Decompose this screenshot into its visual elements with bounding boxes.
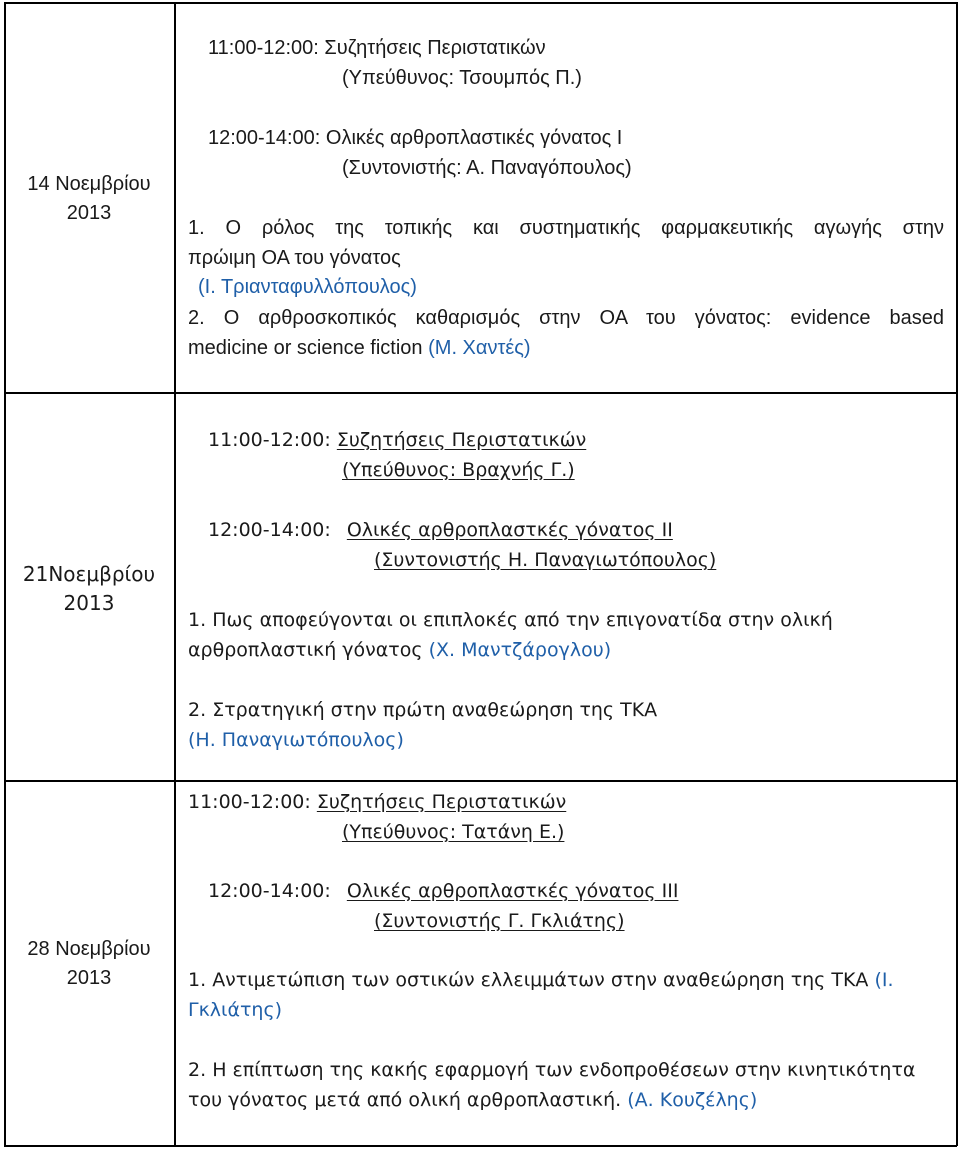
session-title: Ολικές αρθροπλαστκές γόνατος ΙΙΙ <box>346 880 679 902</box>
date-day: 21Νοεμβρίου <box>22 562 156 586</box>
talk-title: Πως αποφεύγονται οι επιπλοκές από την επιγονατίδα στην ολική <box>212 609 833 631</box>
talk-1-speaker-name: Γκλιάτης) <box>188 999 283 1021</box>
talk-2-speaker: (Μ. Χαντές) <box>428 337 531 359</box>
session-coordinator: (Συντονιστής Η. Παναγιωτόπουλος) <box>374 549 717 571</box>
talk-number: 1. <box>188 217 205 239</box>
row-content <box>180 0 950 1145</box>
table-border-right <box>956 2 958 1146</box>
talk-2-speaker: (Η. Παναγιωτόπουλος) <box>188 729 404 751</box>
session-time: 12:00-14:00: <box>208 519 331 541</box>
discussion-title: Συζητήσεις Περιστατικών <box>316 791 567 813</box>
talk-title-cont: medicine or science fiction <box>188 337 423 359</box>
session-line <box>208 877 678 905</box>
talk-number: 2. <box>188 699 207 721</box>
talk-2-line-1 <box>188 1056 915 1084</box>
date-year: 2013 <box>63 591 115 615</box>
discussion-title: Συζητήσεις Περιστατικών <box>324 37 546 59</box>
column-divider <box>174 2 176 1146</box>
date-day: 28 Νοεμβρίου <box>27 938 151 960</box>
talk-number: 1. <box>188 969 207 991</box>
talk-title: Ο αρθροσκοπικός καθαρισμός στην ΟΑ του γόνατος: evidence based <box>223 307 944 329</box>
talk-title: Στρατηγική στην πρώτη αναθεώρηση της ΤΚΑ <box>212 699 658 721</box>
talk-1-speaker: (Χ. Μαντζάρογλου) <box>428 639 612 661</box>
talk-title-cont: του γόνατος μετά από ολική αρθροπλαστική. <box>188 1089 622 1111</box>
talk-number: 1. <box>188 609 207 631</box>
discussion-responsible: (Υπεύθυνος: Τσουμπός Π.) <box>342 67 582 89</box>
talk-number: 2. <box>188 307 205 329</box>
row-date <box>4 560 174 618</box>
talk-title: Η επίπτωση της κακής εφαρμογή των ενδοπροθέσεων στην κινητικότητα <box>212 1059 916 1081</box>
table-border-bottom <box>4 1145 957 1147</box>
discussion-title: Συζητήσεις Περιστατικών <box>336 429 587 451</box>
discussion-line <box>188 788 566 816</box>
talk-number: 2. <box>188 1059 207 1081</box>
discussion-time: 11:00-12:00: <box>188 791 311 813</box>
date-day: 14 Νοεμβρίου <box>27 173 151 195</box>
row-date <box>4 935 174 993</box>
talk-2-speaker: (Α. Κουζέλης) <box>627 1089 758 1111</box>
discussion-responsible: (Υπεύθυνος: Τατάνη Ε.) <box>342 821 565 843</box>
talk-1-line-1 <box>188 966 894 994</box>
session-time: 12:00-14:00: <box>208 127 321 149</box>
date-year: 2013 <box>66 967 112 989</box>
session-time: 12:00-14:00: <box>208 880 331 902</box>
discussion-time: 11:00-12:00: <box>208 37 319 59</box>
talk-1-speaker: (Ι. Τριανταφυλλόπουλος) <box>198 276 417 298</box>
row-date <box>4 170 174 228</box>
discussion-responsible: (Υπεύθυνος: Βραχνής Γ.) <box>342 459 575 481</box>
discussion-time: 11:00-12:00: <box>208 429 331 451</box>
talk-2-line-2 <box>188 1086 757 1114</box>
session-title: Ολικές αρθροπλαστικές γόνατος Ι <box>325 127 623 149</box>
talk-1-speaker-initial: (Ι. <box>874 969 894 991</box>
talk-title: Αντιμετώπιση των οστικών ελλειμμάτων στην αναθεώρηση της ΤΚΑ <box>212 969 869 991</box>
session-title: Ολικές αρθροπλαστκές γόνατος ΙΙ <box>346 519 673 541</box>
session-coordinator: (Συντονιστής Γ. Γκλιάτης) <box>374 910 625 932</box>
talk-title-cont: αρθροπλαστική γόνατος <box>188 639 423 661</box>
session-coordinator: (Συντονιστής: Α. Παναγόπουλος) <box>342 157 632 179</box>
date-year: 2013 <box>66 202 112 224</box>
talk-title: Ο ρόλος της τοπικής και συστηματικής φαρμακευτικής αγωγής στην <box>225 217 945 239</box>
talk-1-line-2: πρώιμη ΟΑ του γόνατος <box>188 247 401 269</box>
